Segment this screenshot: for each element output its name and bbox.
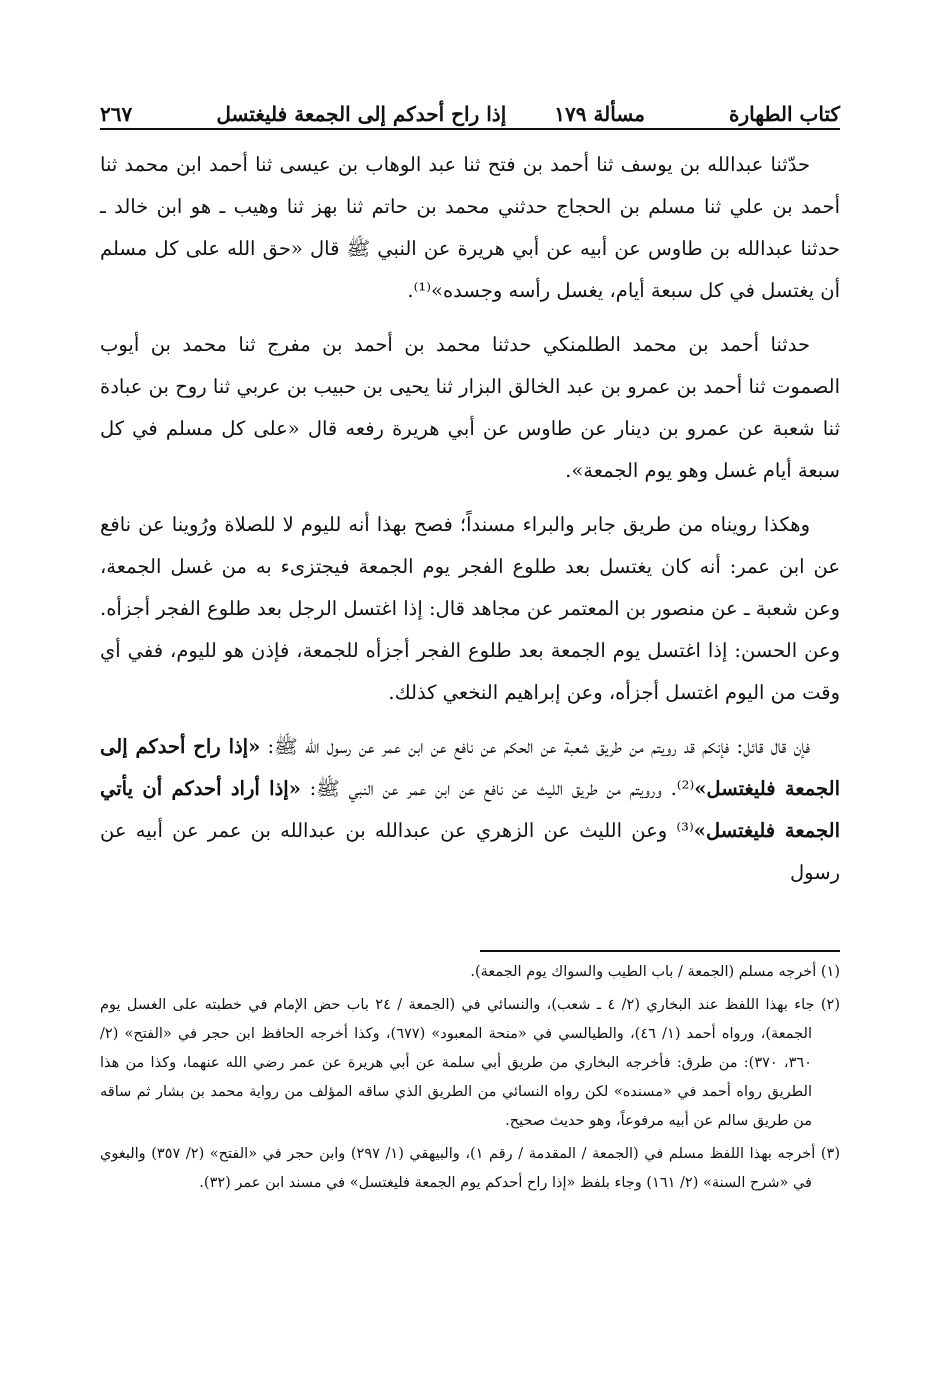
footnote-1: (١) أخرجه مسلم (الجمعة / باب الطيب والسواك يوم الجمعة). [470,964,840,980]
footnote-divider [480,950,840,952]
paragraph-4 [100,726,840,894]
header-divider [100,128,840,130]
footnote-2: (٢) جاء بهذا اللفظ عند البخاري (٢/ ٤ ـ شعب)، والنسائي في (الجمعة / ٢٤ باب حض الإمام في خطبته على الغسل يوم الجمعة)، ورواه أحمد (١/ ٤٦)، والطيالسي في «منحة المعبود» (٦٧٧)، وكذا أخرجه الحافظ ابن حجر في «الفتح» (٢/ ٣٦٠، ٣٧٠): من طرق: فأخرجه البخاري من طريق أبي سلمة عن أبي هريرة عن عمر رضي الله عنهما، وكذا من هذا الطريق رواه أحمد في «مسنده» لكن رواه النسائي من الطريق الذي ساقه المؤلف من رواية محمد بن بشار ثم ساقه من طريق سالم عن أبيه مرفوعاً، وهو حديث صحيح. [100,997,840,1129]
hadith-quote-2: «إذا أراد أحدكم أن يأتي الجمعة فليغتسل» [100,777,840,842]
issue-number: مسألة ١٧٩ [554,102,645,126]
paragraph-1: حدّثنا عبدالله بن يوسف ثنا أحمد بن فتح ثنا عبد الوهاب بن عيسى ثنا أحمد ابن محمد ثنا أحمد بن علي ثنا مسلم بن الحجاج حدثني محمد بن حاتم ثنا بهز ثنا وهيب ـ هو ابن خالد ـ حدثنا عبدالله بن طاوس عن أبيه عن أبي هريرة عن النبي ﷺ قال «حق الله على كل مسلم أن يغتسل في كل سبعة أيام، يغسل رأسه وجسده»⁽¹⁾. [100,153,840,302]
paragraph-4-start: فإن قال قائل: فإنكم قد رويتم من طريق شعبة عن الحكم عن نافع عن ابن عمر عن رسول الله ﷺ: [267,735,810,758]
header-center [216,102,645,126]
paragraph-2: حدثنا أحمد بن محمد الطلمنكي حدثنا محمد بن أحمد بن مفرج ثنا محمد بن أيوب الصموت ثنا أحمد بن عمرو بن عبد الخالق البزار ثنا يحيى بن حبيب بن عربي ثنا روح بن عبادة ثنا شعبة عن عمرو بن دينار عن طاوس عن أبي هريرة رفعه قال «على كل مسلم في كل سبعة أيام غسل وهو يوم الجمعة». [100,333,840,482]
footnotes [100,958,840,1202]
footnote-3: (٣) أخرجه بهذا اللفظ مسلم في (الجمعة / المقدمة / رقم ١)، والبيهقي (١/ ٢٩٧) وابن حجر في «الفتح» (٢/ ٣٥٧) والبغوي في «شرح السنة» (٢/ ١٦١) وجاء بلفظ «إذا راح أحدكم يوم الجمعة فليغتسل» في مسند ابن عمر (٣٢). [100,1146,840,1191]
page-number: ٢٦٧ [100,102,133,126]
running-header [100,86,840,126]
main-text [100,144,840,894]
hadith-quote-1: «إذا راح أحدكم إلى الجمعة فليغتسل» [100,735,840,800]
book-title: كتاب الطهارة [729,102,840,126]
chapter-title: إذا راح أحدكم إلى الجمعة فليغتسل [216,102,507,126]
paragraph-3: وهكذا رويناه من طريق جابر والبراء مسنداً؛ فصح بهذا أنه لليوم لا للصلاة ورُوينا عن نافع عن ابن عمر: أنه كان يغتسل بعد طلوع الفجر يوم الجمعة فيجتزىء به من غسل الجمعة، وعن شعبة ـ عن منصور بن المعتمر عن مجاهد قال: إذا اغتسل الرجل بعد طلوع الفجر أجزأه. وعن الحسن: إذا اغتسل يوم الجمعة بعد طلوع الفجر أجزأه للجمعة، فإذن هو لليوم، ففي أي وقت من اليوم اغتسل أجزأه، وعن إبراهيم النخعي كذلك. [100,513,840,704]
paragraph-4-middle: ⁽²⁾. ورويتم من طريق الليث عن نافع عن ابن عمر عن النبي ﷺ: [309,777,695,800]
paragraph-4-end: ⁽³⁾ وعن الليث عن الزهري عن عبدالله بن عبدالله بن عمر عن أبيه عن رسول [100,819,840,884]
